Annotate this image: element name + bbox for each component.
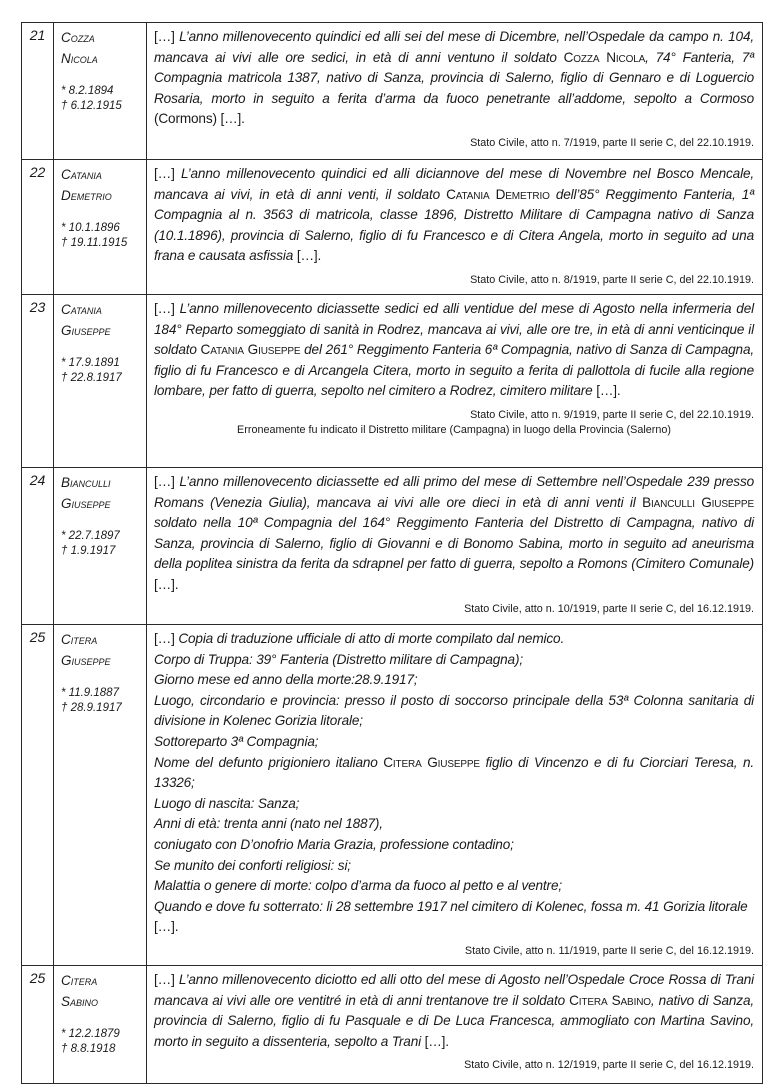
document-page xyxy=(21,22,762,1084)
italic-text: Copia di traduzione ufficiale di atto di morte compilato dal nemico. xyxy=(178,631,565,646)
death-act-transcription xyxy=(154,27,754,130)
soldier-surname: Catania xyxy=(61,302,102,317)
italic-text: Sottoreparto 3ª Compagnia; xyxy=(154,733,319,749)
death-date: † 28.9.1917 xyxy=(61,702,122,714)
plain-text: […] xyxy=(154,474,180,489)
death-date: † 8.8.1918 xyxy=(61,1042,116,1055)
italic-text: Quando e dove fu sotterrato: li 28 settembre 1917 nel cimitero di Kolenec, fossa m. 41 Gorizia litorale xyxy=(154,898,748,914)
italic-text: Malattia o genere di morte: colpo d’arma da fuoco al petto e al ventre; xyxy=(154,878,562,894)
record-number: 23 xyxy=(22,295,54,468)
italic-text: L’anno millenovecento diciassette sedici ed alli ventidue del mese di Agosto nella infermeria del 184° Reparto someggiato di sanità in Rodrez, mancava ai vivi, alle ore tre, in età di anni venticinque il soldato xyxy=(154,301,754,358)
italic-text: Nome del defunto prigioniero italiano xyxy=(154,754,384,770)
soldier-cell xyxy=(54,23,147,160)
plain-text: […]. xyxy=(154,576,179,592)
plain-text: […]. xyxy=(154,919,179,935)
italic-text: L’anno millenovecento quindici ed alli diciannove del mese di Novembre nel Bosco Mencale, mancava ai vivi, in età di anni venti, il soldato xyxy=(154,166,754,202)
life-dates xyxy=(61,1027,140,1057)
birth-date: * 8.2.1894 xyxy=(61,85,114,97)
italic-text: Corpo di Truppa: 39° Fanteria (Distretto militare di Campagna); xyxy=(154,651,523,667)
life-dates xyxy=(61,686,140,716)
transcription-line xyxy=(154,897,754,938)
table-row xyxy=(22,468,763,625)
life-dates xyxy=(61,529,140,559)
record-number: 25 xyxy=(22,625,54,966)
transcription-line xyxy=(154,876,754,897)
birth-date: * 10.1.1896 xyxy=(61,222,120,234)
civil-registry-reference: Stato Civile, atto n. 8/1919, parte II serie C, del 22.10.1919. xyxy=(470,273,754,286)
soldier-name-inline: Cozza Nicola xyxy=(563,49,646,65)
plain-text: […] xyxy=(154,166,181,181)
soldier-surname: Citera xyxy=(61,632,98,647)
record-text-cell xyxy=(147,23,763,160)
table-row xyxy=(22,625,763,966)
plain-text: […] xyxy=(154,971,179,987)
plain-text: […] xyxy=(154,29,180,44)
record-number: 21 xyxy=(22,23,54,160)
table-row xyxy=(22,965,763,1083)
death-date: † 6.12.1915 xyxy=(61,100,122,112)
death-date: † 22.8.1917 xyxy=(61,372,122,384)
life-dates xyxy=(61,84,140,114)
soldier-given-name: Demetrio xyxy=(61,188,112,203)
record-text-cell xyxy=(147,160,763,295)
italic-text: Anni di età: trenta anni (nato nel 1887), xyxy=(154,816,383,832)
soldier-surname: Catania xyxy=(61,167,102,182)
italic-text: L’anno millenovecento diciassette ed alli primo del mese di Settembre nell’Ospedale 239 presso Romans (Venezia Giulia), mancava ai vivi alle ore dieci in età di anni venti il xyxy=(154,474,754,510)
soldier-given-name: Giuseppe xyxy=(61,323,111,338)
table-row xyxy=(22,160,763,295)
transcription-line xyxy=(154,856,754,877)
soldier-cell xyxy=(54,625,147,966)
soldier-cell xyxy=(54,160,147,295)
soldier-given-name: Giuseppe xyxy=(61,653,111,668)
transcription-line xyxy=(154,650,754,671)
transcription-line xyxy=(154,691,754,732)
italic-text: Giorno mese ed anno della morte:28.9.1917; xyxy=(154,672,418,688)
death-act-transcription xyxy=(154,164,754,267)
death-date: † 1.9.1917 xyxy=(61,545,116,557)
plain-text: (Cormons) […]. xyxy=(154,111,245,127)
birth-date: * 17.9.1891 xyxy=(61,357,120,369)
soldier-surname: Citera xyxy=(61,972,98,988)
civil-registry-reference: Stato Civile, atto n. 9/1919, parte II serie C, del 22.10.1919. xyxy=(470,408,754,421)
transcription-line xyxy=(154,794,754,815)
death-date: † 19.11.1915 xyxy=(61,237,128,249)
transcription-line xyxy=(154,670,754,691)
record-note: Erroneamente fu indicato il Distretto militare (Campagna) in luogo della Provincia (Salerno) xyxy=(237,423,671,436)
record-text-cell xyxy=(147,625,763,966)
death-act-transcription xyxy=(154,970,754,1052)
soldier-given-name: Sabino xyxy=(61,993,99,1009)
civil-registry-reference: Stato Civile, atto n. 12/1919, parte II serie C, del 16.12.1919. xyxy=(464,1059,754,1072)
soldier-cell xyxy=(54,468,147,625)
transcription-line xyxy=(154,753,754,794)
life-dates xyxy=(61,221,140,251)
italic-text: L’anno millenovecento quindici ed alli sei del mese di Dicembre, nell’Ospedale da campo n. 104, mancava ai vivi alle ore sedici, in età di anni ventuno il soldato xyxy=(154,29,754,65)
italic-text: Luogo, circondario e provincia: presso il posto di soccorso principale della 53ª Colonna sanitaria di divisione in Kolenec Gorizia litorale; xyxy=(154,692,754,729)
life-dates xyxy=(61,356,140,386)
italic-text: figlio di Vincenzo e di fu Ciorciari Teresa, n. 13326; xyxy=(154,754,754,791)
birth-date: * 11.9.1887 xyxy=(61,687,119,699)
record-text-cell xyxy=(147,965,763,1083)
transcription-line xyxy=(154,814,754,835)
record-number: 22 xyxy=(22,160,54,295)
record-number: 25 xyxy=(22,965,54,1083)
death-act-transcription xyxy=(154,299,754,402)
birth-date: * 12.2.1879 xyxy=(61,1027,120,1040)
plain-text: […] xyxy=(154,631,179,646)
table-row xyxy=(22,23,763,160)
death-act-transcription xyxy=(154,472,754,596)
record-number: 24 xyxy=(22,468,54,625)
birth-date: * 22.7.1897 xyxy=(61,530,120,542)
soldier-name-inline: Catania Demetrio xyxy=(446,186,550,202)
soldier-cell xyxy=(54,965,147,1083)
transcription-line xyxy=(154,629,754,650)
civil-registry-reference: Stato Civile, atto n. 10/1919, parte II serie C, del 16.12.1919. xyxy=(464,602,754,615)
soldier-name-inline: Citera Giuseppe xyxy=(383,754,480,770)
plain-text: […]. xyxy=(296,248,322,264)
civil-registry-reference: Stato Civile, atto n. 11/1919, parte II serie C, del 16.12.1919. xyxy=(464,944,754,957)
record-text-cell xyxy=(147,295,763,468)
transcription-line xyxy=(154,732,754,753)
record-text-cell xyxy=(147,468,763,625)
italic-text: , nativo di Sanza, provincia di Salerno, figlio di fu Pasquale e di De Luca Francesca, ammogliato con Martina Savino, morto in seguito a dissenteria, sepolto a Trani xyxy=(154,992,754,1049)
italic-text: del 261° Reggimento Fanteria 6ª Compagnia, nativo di Sanza di Campagna, figlio di fu Francesco e di Arcangela Citera, morto in seguito a ferita di pallottola di fucile alla regione lombare, per fatto di guerra, sepolto nel cimitero a Rodrez, cimitero militare xyxy=(154,342,754,399)
transcription-line xyxy=(154,835,754,856)
soldier-given-name: Nicola xyxy=(61,51,98,66)
soldier-surname: Cozza xyxy=(61,30,95,45)
death-records-table xyxy=(21,22,763,1084)
table-row xyxy=(22,295,763,468)
soldier-cell xyxy=(54,295,147,468)
civil-registry-reference: Stato Civile, atto n. 7/1919, parte II serie C, del 22.10.1919. xyxy=(470,136,754,149)
italic-text: L’anno millenovecento diciotto ed alli otto del mese di Agosto nell’Ospedale Croce Rossa di Trani mancava ai vivi alle ore ventitré in età di anni trentanove tre il soldato xyxy=(154,971,755,1008)
plain-text: […] xyxy=(154,301,180,316)
italic-text: coniugato con D’onofrio Maria Grazia, professione contadino; xyxy=(154,836,514,852)
italic-text: soldato nella 10ª Compagnia del 164° Reggimento Fanteria del Distretto di Campagna, nativo di Sanza, provincia di Salerno, figlio di Giovanni e di Bonomo Sabina, morto in seguito ad aneurisma della poplitea sinistra da ferita da sdrapnel per fatto di guerra, sepolto a Romons (Cimitero Comunale) xyxy=(154,515,754,572)
plain-text: […]. xyxy=(424,1033,449,1049)
soldier-name-inline: Citera Sabino xyxy=(569,992,651,1008)
italic-text: Luogo di nascita: Sanza; xyxy=(154,795,300,811)
italic-text: , 74° Fanteria, 7ª Compagnia matricola 1387, nativo di Sanza, provincia di Salerno, figlio di Gennaro e di Loguercio Rosaria, morto in seguito a ferita d’arma da fuoco penetrante all’addome, sepolto a Cormoso xyxy=(154,49,754,106)
soldier-name-inline: Catania Giuseppe xyxy=(200,342,301,358)
soldier-surname: Bianculli xyxy=(61,475,111,490)
italic-text: dell’85° Reggimento Fanteria, 1ª Compagnia al n. 3563 di matricola, classe 1896, Distretto Militare di Campagna nativo di Sanza (10.1.1896), provincia di Salerno, figlio di fu Francesco e di Citera Angela, morto in seguito ad una frana e causata asfissia xyxy=(154,186,754,264)
death-act-transcription xyxy=(154,629,754,938)
soldier-name-inline: Bianculli Giuseppe xyxy=(642,494,754,510)
italic-text: Se munito dei conforti religiosi: si; xyxy=(154,857,351,873)
soldier-given-name: Giuseppe xyxy=(61,496,111,511)
plain-text: […]. xyxy=(596,383,621,399)
